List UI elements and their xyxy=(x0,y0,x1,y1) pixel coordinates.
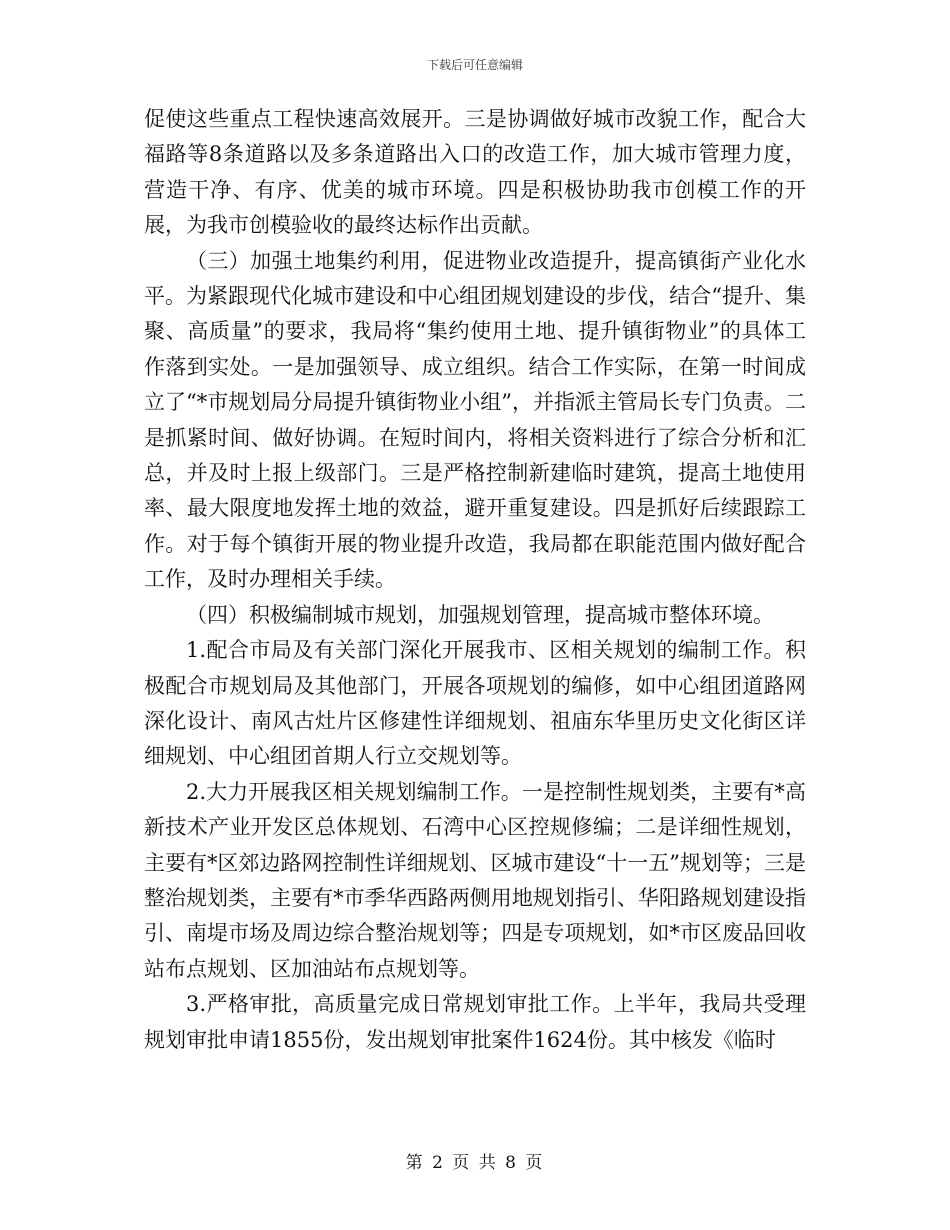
paragraph-1: 促使这些重点工程快速高效展开。三是协调做好城市改貌工作，配合大福路等8条道路以及多条道路出入口的改造工作，加大城市管理力度，营造干净、有序、优美的城市环境。四是积极协助我市创模工作的开展，为我市创模验收的最终达标作出贡献。 xyxy=(144,107,806,238)
paragraph-3: （四）积极编制城市规划，加强规划管理，提高城市整体环境。 xyxy=(186,602,774,627)
paragraph-5: 2.大力开展我区相关规划编制工作。一是控制性规划类，主要有*高新技术产业开发区总体规划、石湾中心区控规修编；二是详细性规划，主要有*区郊边路网控制性详细规划、区城市建设“十一五”规划等；三是整治规划类，主要有*市季华西路两侧用地规划指引、华阳路规划建设指引、南堤市场及周边综合整治规划等；四是专项规划，如*市区废品回收站布点规划、区加油站布点规划等。 xyxy=(144,779,806,981)
paragraph-2: （三）加强土地集约利用，促进物业改造提升，提高镇街产业化水平。为紧跟现代化城市建设和中心组团规划建设的步伐，结合“提升、集聚、高质量”的要求，我局将“集约使用土地、提升镇街物业”的具体工作落到实处。一是加强领导、成立组织。结合工作实际，在第一时间成立了“*市规划局分局提升镇街物业小组”，并指派主管局长专门负责。二是抓紧时间、做好协调。在短时间内，将相关资料进行了综合分析和汇总，并及时上报上级部门。三是严格控制新建临时建筑，提高土地使用率、最大限度地发挥土地的效益，避开重复建设。四是抓好后续跟踪工作。对于每个镇街开展的物业提升改造，我局都在职能范围内做好配合工作，及时办理相关手续。 xyxy=(144,248,806,592)
document-body xyxy=(144,102,806,1058)
paragraph-4: 1.配合市局及有关部门深化开展我市、区相关规划的编制工作。积极配合市规划局及其他部门，开展各项规划的编修，如中心组团道路网深化设计、南风古灶片区修建性详细规划、祖庙东华里历史文化街区详细规划、中心组团首期人行立交规划等。 xyxy=(144,638,806,769)
paragraph-6: 3.严格审批，高质量完成日常规划审批工作。上半年，我局共受理规划审批申请1855份，发出规划审批案件1624份。其中核发《临时 xyxy=(144,992,806,1052)
page-footer: 第 2 页 共 8 页 xyxy=(405,1153,545,1173)
page-header: 下载后可任意编辑 xyxy=(426,58,523,72)
